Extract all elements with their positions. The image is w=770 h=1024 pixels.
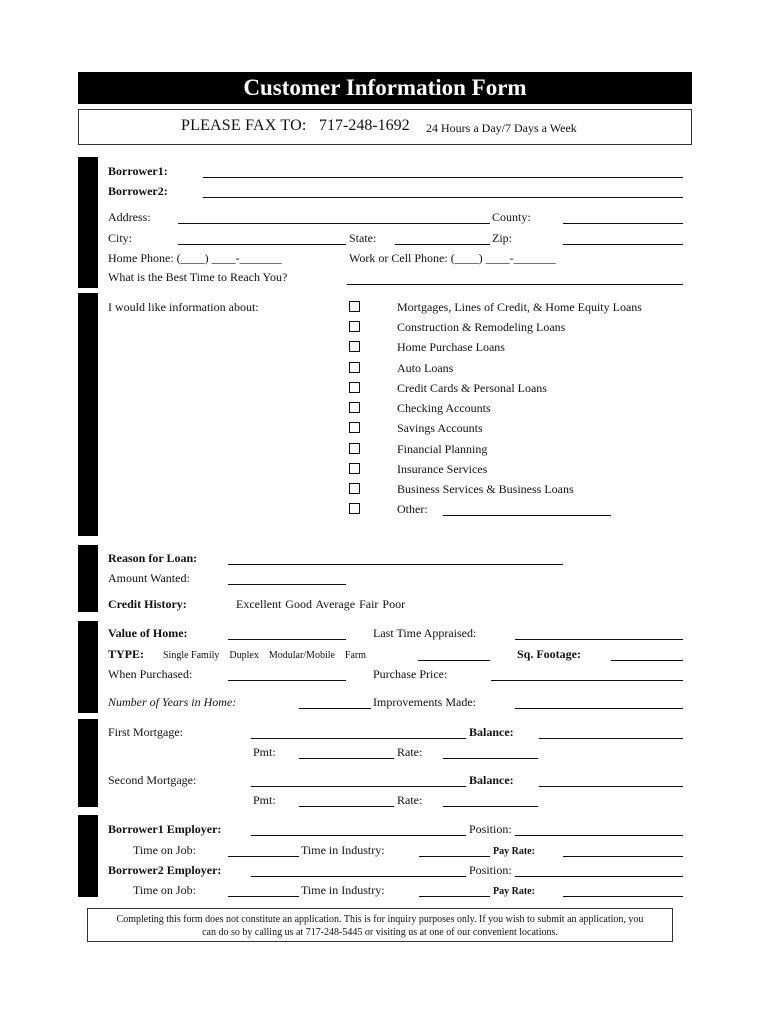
- option-financial-planning: Financial Planning: [397, 442, 488, 456]
- checkbox-auto-loans[interactable]: [349, 362, 360, 373]
- section-bar-mortgage: [78, 719, 98, 807]
- second-balance-label: Balance:: [469, 773, 514, 787]
- home-phone-field[interactable]: Home Phone: (____) ____-_______: [108, 251, 282, 265]
- b1-employer-field[interactable]: [251, 835, 466, 836]
- county-field[interactable]: [563, 223, 683, 224]
- option-checking: Checking Accounts: [397, 401, 491, 415]
- first-rate-label: Rate:: [397, 745, 423, 759]
- option-business: Business Services & Business Loans: [397, 482, 574, 496]
- second-rate-field[interactable]: [443, 806, 538, 807]
- purchase-price-label: Purchase Price:: [373, 667, 448, 681]
- zip-field[interactable]: [563, 244, 683, 245]
- best-time-field[interactable]: [347, 284, 683, 285]
- last-appraised-field[interactable]: [515, 639, 683, 640]
- home-value-field[interactable]: [228, 639, 346, 640]
- b1-time-in-industry-label: Time in Industry:: [301, 843, 385, 857]
- amount-field[interactable]: [228, 584, 346, 585]
- b1-position-label: Position:: [469, 822, 512, 836]
- credit-options[interactable]: Excellent Good Average Fair Poor: [236, 597, 406, 611]
- option-auto-loans: Auto Loans: [397, 361, 454, 375]
- disclaimer-line-2: can do so by calling us at 717-248-5445 or visiting us at one of our convenient locations.: [202, 927, 558, 938]
- option-home-purchase: Home Purchase Loans: [397, 340, 505, 354]
- fax-number: 717-248-1692: [319, 117, 410, 134]
- last-appraised-label: Last Time Appraised:: [373, 626, 477, 640]
- interests-heading: I would like information about:: [108, 300, 259, 314]
- state-label: State:: [349, 231, 377, 245]
- disclaimer-box: [87, 908, 673, 942]
- second-mortgage-label: Second Mortgage:: [108, 773, 197, 787]
- when-purchased-field[interactable]: [228, 680, 346, 681]
- checkbox-insurance[interactable]: [349, 463, 360, 474]
- b2-time-on-job-field[interactable]: [228, 896, 299, 897]
- second-pmt-label: Pmt:: [253, 793, 276, 807]
- fax-label: PLEASE FAX TO:: [181, 117, 307, 134]
- b1-position-field[interactable]: [515, 835, 683, 836]
- checkbox-credit-cards[interactable]: [349, 382, 360, 393]
- when-purchased-label: When Purchased:: [108, 667, 193, 681]
- option-credit-cards: Credit Cards & Personal Loans: [397, 381, 547, 395]
- b2-time-in-industry-label: Time in Industry:: [301, 883, 385, 897]
- b2-position-label: Position:: [469, 863, 512, 877]
- borrower2-field[interactable]: [203, 197, 683, 198]
- b2-pay-rate-label: Pay Rate:: [493, 886, 535, 897]
- section-bar-home: [78, 621, 98, 713]
- work-phone-field[interactable]: Work or Cell Phone: (____) ____-_______: [349, 251, 556, 265]
- b1-employer-label: Borrower1 Employer:: [108, 822, 222, 836]
- checkbox-other[interactable]: [349, 503, 360, 514]
- city-field[interactable]: [178, 244, 346, 245]
- address-label: Address:: [108, 210, 151, 224]
- borrower1-label: Borrower1:: [108, 164, 168, 178]
- first-mortgage-label: First Mortgage:: [108, 725, 183, 739]
- second-pmt-field[interactable]: [299, 806, 394, 807]
- type-label: TYPE:: [108, 647, 144, 661]
- reason-field[interactable]: [228, 564, 563, 565]
- zip-label: Zip:: [492, 231, 512, 245]
- b2-pay-rate-field[interactable]: [563, 896, 683, 897]
- sq-footage-field[interactable]: [611, 660, 683, 661]
- home-value-label: Value of Home:: [108, 626, 188, 640]
- second-balance-field[interactable]: [539, 786, 683, 787]
- credit-history-label: Credit History:: [108, 597, 187, 611]
- checkbox-financial-planning[interactable]: [349, 443, 360, 454]
- checkbox-home-purchase[interactable]: [349, 341, 360, 352]
- section-bar-loan: [78, 545, 98, 612]
- county-label: County:: [492, 210, 531, 224]
- borrower1-field[interactable]: [203, 177, 683, 178]
- amount-label: Amount Wanted:: [108, 571, 190, 585]
- type-options[interactable]: Single Family Duplex Modular/Mobile Farm: [163, 650, 367, 661]
- form-title: Customer Information Form: [78, 72, 692, 104]
- b2-employer-field[interactable]: [251, 876, 466, 877]
- b2-employer-label: Borrower2 Employer:: [108, 863, 222, 877]
- second-mortgage-field[interactable]: [251, 786, 466, 787]
- disclaimer-line-1: Completing this form does not constitute an application. This is for inquiry purposes only. If you wish to submit an application, you: [116, 914, 644, 925]
- b2-time-on-job-label: Time on Job:: [133, 883, 196, 897]
- first-rate-field[interactable]: [443, 758, 538, 759]
- first-balance-label: Balance:: [469, 725, 514, 739]
- option-construction: Construction & Remodeling Loans: [397, 320, 566, 334]
- section-bar-interests: [78, 293, 98, 536]
- b1-time-on-job-field[interactable]: [228, 856, 299, 857]
- b1-pay-rate-field[interactable]: [563, 856, 683, 857]
- b2-position-field[interactable]: [515, 876, 683, 877]
- purchase-price-field[interactable]: [491, 680, 683, 681]
- years-in-home-field[interactable]: [299, 708, 371, 709]
- b1-time-in-industry-field[interactable]: [419, 856, 490, 857]
- checkbox-mortgages[interactable]: [349, 301, 360, 312]
- option-insurance: Insurance Services: [397, 462, 488, 476]
- first-pmt-field[interactable]: [299, 758, 394, 759]
- first-pmt-label: Pmt:: [253, 745, 276, 759]
- best-time-label: What is the Best Time to Reach You?: [108, 270, 288, 284]
- improvements-field[interactable]: [515, 708, 683, 709]
- option-mortgages: Mortgages, Lines of Credit, & Home Equity Loans: [397, 300, 642, 314]
- sq-footage-label: Sq. Footage:: [517, 647, 581, 661]
- state-field[interactable]: [395, 244, 490, 245]
- fax-hours: 24 Hours a Day/7 Days a Week: [426, 121, 577, 135]
- fax-banner: [78, 109, 692, 145]
- option-savings: Savings Accounts: [397, 421, 483, 435]
- b2-time-in-industry-field[interactable]: [419, 896, 490, 897]
- second-rate-label: Rate:: [397, 793, 423, 807]
- borrower2-label: Borrower2:: [108, 184, 168, 198]
- years-in-home-label: Number of Years in Home:: [108, 695, 237, 709]
- section-bar-employment: [78, 815, 98, 897]
- other-field[interactable]: [443, 515, 611, 516]
- b1-time-on-job-label: Time on Job:: [133, 843, 196, 857]
- improvements-label: Improvements Made:: [373, 695, 476, 709]
- option-other: Other:: [397, 502, 428, 516]
- city-label: City:: [108, 231, 133, 245]
- checkbox-savings[interactable]: [349, 422, 360, 433]
- type-field[interactable]: [418, 660, 490, 661]
- first-mortgage-field[interactable]: [251, 738, 466, 739]
- reason-label: Reason for Loan:: [108, 551, 198, 565]
- first-balance-field[interactable]: [539, 738, 683, 739]
- address-field[interactable]: [178, 223, 490, 224]
- section-bar-contact: [78, 157, 98, 288]
- checkbox-business[interactable]: [349, 483, 360, 494]
- b1-pay-rate-label: Pay Rate:: [493, 846, 535, 857]
- checkbox-construction[interactable]: [349, 321, 360, 332]
- checkbox-checking[interactable]: [349, 402, 360, 413]
